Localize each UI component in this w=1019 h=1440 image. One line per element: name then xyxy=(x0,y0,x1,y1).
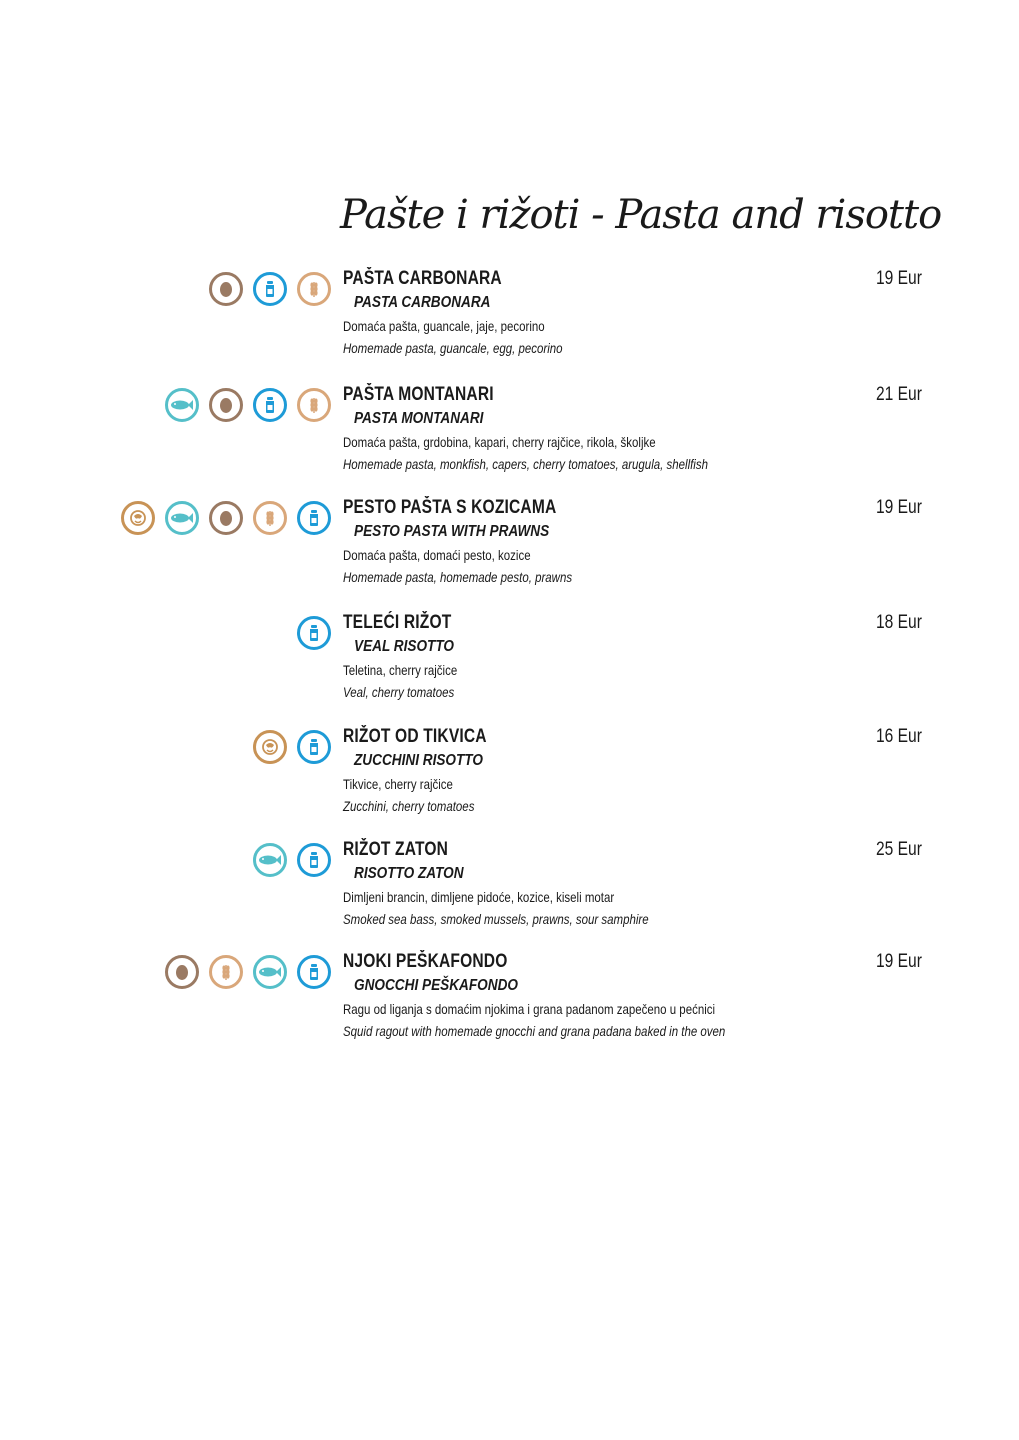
dish-description: Domaća pašta, domaći pesto, kozice xyxy=(343,547,531,563)
dish-price: 19 Eur xyxy=(876,497,922,518)
dish-price: 19 Eur xyxy=(876,268,922,289)
egg-icon xyxy=(209,501,243,535)
dish-price: 18 Eur xyxy=(876,612,922,633)
milk-icon xyxy=(297,843,331,877)
dish-description: Teletina, cherry rajčice xyxy=(343,662,458,678)
dish-description-en: Homemade pasta, homemade pesto, prawns xyxy=(343,569,573,585)
dish-name-en: ZUCCHINI RISOTTO xyxy=(354,752,483,769)
allergen-icons xyxy=(121,501,331,535)
menu-item xyxy=(0,951,1019,1051)
menu-item xyxy=(0,726,1019,826)
allergen-icons xyxy=(253,843,331,877)
fish-icon xyxy=(165,501,199,535)
dish-name: TELEĆI RIŽOT xyxy=(343,612,452,633)
egg-icon xyxy=(209,272,243,306)
gluten-icon xyxy=(297,272,331,306)
dish-description: Domaća pašta, grdobina, kapari, cherry rajčice, rikola, školjke xyxy=(343,434,656,450)
dish-description: Domaća pašta, guancale, jaje, pecorino xyxy=(343,318,545,334)
dish-description-en: Zucchini, cherry tomatoes xyxy=(343,798,475,814)
gluten-icon xyxy=(253,501,287,535)
egg-icon xyxy=(209,388,243,422)
menu-item xyxy=(0,612,1019,712)
dish-name-en: PESTO PASTA WITH PRAWNS xyxy=(354,523,550,540)
dish-description-en: Smoked sea bass, smoked mussels, prawns, sour samphire xyxy=(343,911,649,927)
dish-name: RIŽOT OD TIKVICA xyxy=(343,726,487,747)
dish-price: 25 Eur xyxy=(876,839,922,860)
dish-description-en: Homemade pasta, guancale, egg, pecorino xyxy=(343,340,563,356)
milk-icon xyxy=(297,616,331,650)
dish-description: Ragu od liganja s domaćim njokima i grana padanom zapečeno u pećnici xyxy=(343,1001,716,1017)
milk-icon xyxy=(297,730,331,764)
milk-icon xyxy=(253,272,287,306)
menu-item xyxy=(0,839,1019,939)
fish-icon xyxy=(253,843,287,877)
allergen-icons xyxy=(165,388,331,422)
menu-item xyxy=(0,384,1019,484)
dish-description-en: Squid ragout with homemade gnocchi and grana padana baked in the oven xyxy=(343,1023,726,1039)
menu-item xyxy=(0,268,1019,368)
dish-name-en: GNOCCHI PEŠKAFONDO xyxy=(354,977,518,994)
nuts-icon xyxy=(121,501,155,535)
egg-icon xyxy=(165,955,199,989)
allergen-icons xyxy=(253,730,331,764)
dish-price: 21 Eur xyxy=(876,384,922,405)
dish-description: Dimljeni brancin, dimljene pidoće, kozice, kiseli motar xyxy=(343,889,615,905)
dish-price: 16 Eur xyxy=(876,726,922,747)
dish-name: PAŠTA MONTANARI xyxy=(343,384,494,405)
milk-icon xyxy=(297,501,331,535)
gluten-icon xyxy=(297,388,331,422)
milk-icon xyxy=(297,955,331,989)
dish-name-en: PASTA MONTANARI xyxy=(354,410,484,427)
milk-icon xyxy=(253,388,287,422)
fish-icon xyxy=(253,955,287,989)
dish-description-en: Homemade pasta, monkfish, capers, cherry tomatoes, arugula, shellfish xyxy=(343,456,708,472)
dish-name: PAŠTA CARBONARA xyxy=(343,268,502,289)
dish-name-en: PASTA CARBONARA xyxy=(354,294,491,311)
menu-item xyxy=(0,497,1019,597)
page-title: Pašte i rižoti - Pasta and risotto xyxy=(340,192,942,238)
allergen-icons xyxy=(209,272,331,306)
allergen-icons xyxy=(297,616,331,650)
dish-name: PESTO PAŠTA S KOZICAMA xyxy=(343,497,557,518)
dish-name-en: VEAL RISOTTO xyxy=(354,638,455,655)
dish-price: 19 Eur xyxy=(876,951,922,972)
dish-description: Tikvice, cherry rajčice xyxy=(343,776,453,792)
fish-icon xyxy=(165,388,199,422)
dish-name-en: RISOTTO ZATON xyxy=(354,865,464,882)
allergen-icons xyxy=(165,955,331,989)
dish-description-en: Veal, cherry tomatoes xyxy=(343,684,455,700)
dish-name: RIŽOT ZATON xyxy=(343,839,449,860)
gluten-icon xyxy=(209,955,243,989)
nuts-icon xyxy=(253,730,287,764)
dish-name: NJOKI PEŠKAFONDO xyxy=(343,951,508,972)
